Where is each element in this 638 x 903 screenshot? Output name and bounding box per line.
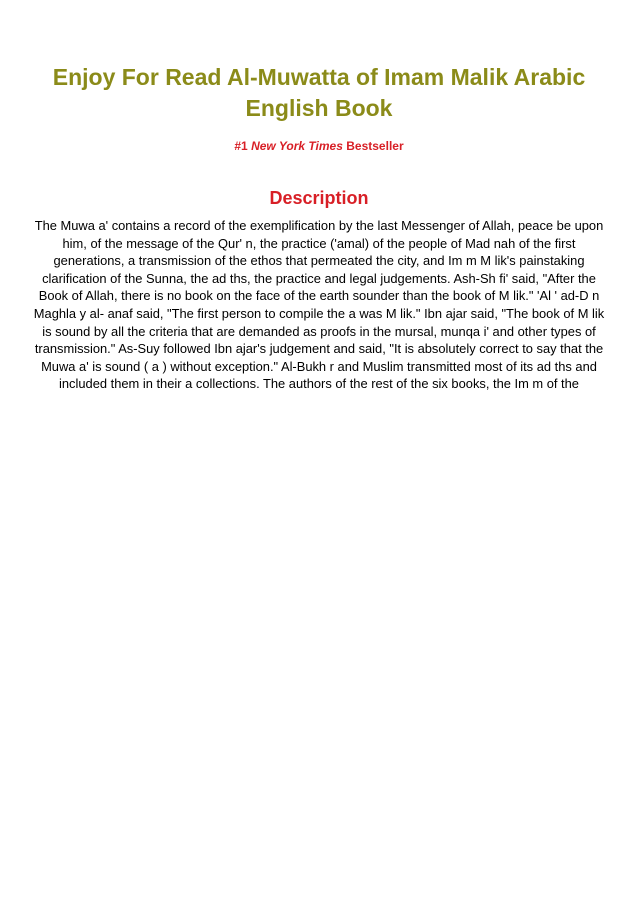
description-heading: Description (269, 188, 369, 208)
bestseller-publication: New York Times (251, 139, 343, 153)
page-title: Enjoy For Read Al-Muwatta of Imam Malik Arabic English Book (52, 64, 586, 121)
bestseller-rank: #1 (234, 139, 248, 153)
bestseller-line (0, 138, 638, 154)
description-text: The Muwa a' contains a record of the exemplification by the last Messenger of Allah, peace be upon him, of the message of the Qur' n, the practice ('amal) of the people of Mad nah of the first generations, a transmission of the ethos that permeated the city, and Im m M lik's painstaking clarification of the Sunna, the ad ths, the practice and legal judgements. Ash-Sh fi' said, "After the Book of Allah, there is no book on the face of the earth sounder than the book of M lik." 'Al ' ad-D n Maghla y al- anaf said, "The first person to compile the a was M lik." Ibn ajar said, "The book of M lik is sound by all the criteria that are demanded as proofs in the mursal, munqa i' and other types of transmission." As-Suy followed Ibn ajar's judgement and said, "It is absolutely correct to say that the Muwa a' is sound ( a ) without exception." Al-Bukh r and Muslim transmitted most of its ad ths and included them in their a collections. The authors of the rest of the six books, the Im m of the (33, 218, 605, 392)
bestseller-label: Bestseller (346, 139, 404, 153)
